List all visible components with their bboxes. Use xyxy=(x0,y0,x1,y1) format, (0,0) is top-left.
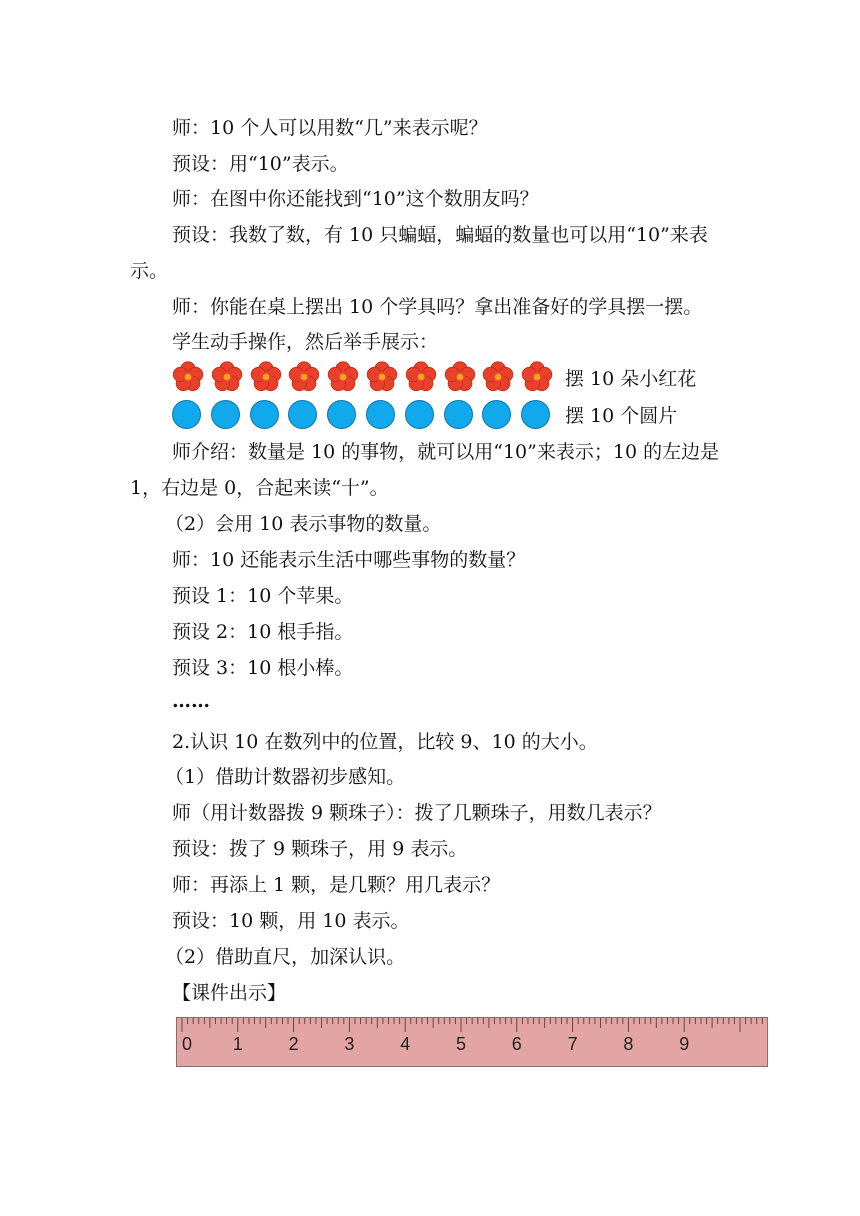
ruler-label: 2 xyxy=(288,1034,299,1054)
text-line: （2）借助直尺，加深认识。 xyxy=(165,946,406,968)
ruler-label: 6 xyxy=(511,1034,522,1054)
red-flower-icon xyxy=(327,360,366,394)
text-line: （1）借助计数器初步感知。 xyxy=(165,766,406,788)
circle-row-label: 摆 10 个圆片 xyxy=(565,404,678,427)
flower-row xyxy=(172,360,732,394)
blue-circle-disc xyxy=(366,397,405,431)
text-line: 师：再添上 1 颗，是几颗？用几表示？ xyxy=(172,874,501,896)
ruler-image xyxy=(176,1017,768,1067)
red-flower-icon xyxy=(521,360,560,394)
ruler-label: 4 xyxy=(400,1034,411,1054)
blue-circle-disc xyxy=(327,397,366,431)
text-line: 师（用计数器拨 9 颗珠子）：拨了几颗珠子，用数几表示？ xyxy=(172,802,662,824)
circle-row xyxy=(172,397,732,431)
ruler-label: 8 xyxy=(623,1034,634,1054)
blue-circle-disc xyxy=(250,397,289,431)
text-line: 学生动手操作，然后举手展示： xyxy=(172,331,439,353)
ellipsis: …… xyxy=(172,690,210,712)
text-paragraph: 预设：我数了数，有 10 只蝙蝠，蝙蝠的数量也可以用“10”来表示。 xyxy=(130,224,708,282)
section-heading: 2.认识 10 在数列中的位置，比较 9、10 的大小。 xyxy=(172,731,598,753)
red-flower-icon xyxy=(288,360,327,394)
red-flower-icon xyxy=(250,360,289,394)
blue-circle-disc xyxy=(211,397,250,431)
text-line: （2）会用 10 表示事物的数量。 xyxy=(165,513,442,535)
ruler-label: 1 xyxy=(232,1034,243,1054)
red-flower-icon xyxy=(405,360,444,394)
text-line: 师：10 个人可以用数“几”来表示呢？ xyxy=(172,117,488,139)
red-flower-icon xyxy=(444,360,483,394)
red-flower-icon xyxy=(366,360,405,394)
blue-circle-disc xyxy=(482,397,521,431)
text-line: 预设 1：10 个苹果。 xyxy=(172,585,354,607)
text-line: 预设：用“10”表示。 xyxy=(172,153,349,175)
ruler-label: 0 xyxy=(182,1034,193,1054)
ruler-label: 7 xyxy=(567,1034,578,1054)
text-line: 师：你能在桌上摆出 10 个学具吗？拿出准备好的学具摆一摆。 xyxy=(172,296,703,318)
blue-circle-disc xyxy=(172,397,211,431)
flower-row-label: 摆 10 朵小红花 xyxy=(565,367,697,390)
text-line: 预设 2：10 根手指。 xyxy=(172,621,354,643)
text-line: 预设：拨了 9 颗珠子，用 9 表示。 xyxy=(172,838,468,860)
text-line: 师：在图中你还能找到“10”这个数朋友吗？ xyxy=(172,188,539,210)
ruler-label: 3 xyxy=(344,1034,355,1054)
text-paragraph: 师介绍：数量是 10 的事物，就可以用“10”来表示；10 的左边是 1，右边是 0，合起来读“十”。 xyxy=(130,441,720,499)
blue-circle-disc xyxy=(405,397,444,431)
red-flower-icon xyxy=(172,360,211,394)
blue-circle-disc xyxy=(288,397,327,431)
red-flower-icon xyxy=(211,360,250,394)
ruler-label: 5 xyxy=(455,1034,467,1054)
courseware-label: 【课件出示】 xyxy=(172,982,287,1004)
text-line: 预设：10 颗，用 10 表示。 xyxy=(172,910,410,932)
blue-circle-disc xyxy=(444,397,483,431)
ruler-label: 9 xyxy=(679,1034,690,1054)
text-line: 师：10 还能表示生活中哪些事物的数量？ xyxy=(172,549,526,571)
blue-circle-disc xyxy=(521,397,560,431)
text-line: 预设 3：10 根小棒。 xyxy=(172,657,354,679)
red-flower-icon xyxy=(482,360,521,394)
